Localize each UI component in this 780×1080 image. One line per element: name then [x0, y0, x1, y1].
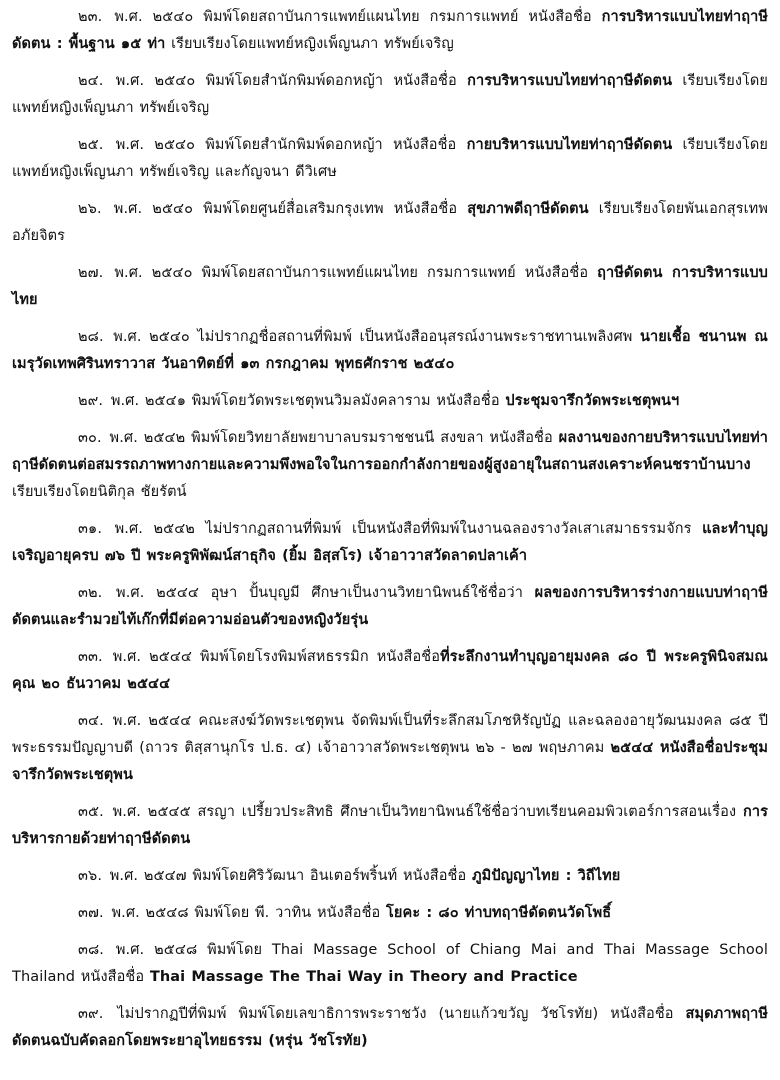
bibliography-entry	[12, 644, 768, 698]
entry-text: พ.ศ. ๒๕๔๘ พิมพ์โดย Thai Massage School of Chiang Mai and Thai Massage School Thailand หนังสือชื่อ	[12, 942, 768, 985]
bibliography-entry	[12, 132, 768, 186]
bibliography-entry	[12, 68, 768, 122]
entry-number: ๓๔.	[78, 713, 104, 729]
entry-title-text: สุขภาพดีฤาษีดัดตน	[467, 201, 589, 217]
entry-title-text: และทำบุญเจริญอายุครบ ๗๖ ปี พระครูพิพัฒน์สาธุกิจ (ยิ้ม อิสฺสโร) เจ้าอาวาสวัดลาดปลาเค้า	[12, 521, 768, 564]
entry-number: ๒๗.	[78, 265, 104, 281]
entry-text: พ.ศ. ๒๕๔๐ พิมพ์โดยสำนักพิมพ์ดอกหญ้า หนังสือชื่อ	[115, 73, 468, 89]
entry-number: ๓๑.	[78, 521, 103, 537]
bibliography-entry	[12, 708, 768, 789]
bibliography-entry	[12, 4, 768, 58]
entry-title-text: นายเชื้อ ชนานพ ณ เมรุวัดเทพศิรินทราวาส วันอาทิตย์ที่ ๑๓ กรกฎาคม พุทธศักราช ๒๕๔๐	[12, 329, 768, 372]
entry-title-text: ประชุมจารึกวัดพระเชตุพนฯ	[505, 393, 680, 409]
entry-text: พ.ศ. ๒๕๔๒ พิมพ์โดยวิทยาลัยพยาบาลบรมราชชนนี สงขลา หนังสือชื่อ	[109, 430, 559, 446]
entry-number: ๒๓.	[78, 9, 103, 25]
entry-title-text: ที่ระลึกงานทำบุญอายุมงคล ๘๐ ปี พระครูพินิจสมณคุณ ๒๐ ธันวาคม ๒๕๔๔	[12, 649, 768, 692]
bibliography-entry	[12, 388, 768, 415]
bibliography-entry	[12, 260, 768, 314]
entry-title-text: ๒๕๔๔ หนังสือชื่อประชุมจารึกวัดพระเชตุพน	[12, 740, 768, 783]
entry-title-text: การบริหารแบบไทยท่าฤาษีดัดตน	[467, 73, 673, 89]
entry-text: พ.ศ. ๒๕๔๔ อุษา ปั้นบุญมี ศึกษาเป็นงานวิทยานิพนธ์ใช้ชื่อว่า	[116, 585, 535, 601]
entry-title-text: โยคะ : ๘๐ ท่าบทฤาษีดัดตนวัดโพธิ์	[386, 905, 612, 921]
entry-number: ๓๘.	[78, 942, 105, 958]
entry-text: พ.ศ. ๒๕๔๑ พิมพ์โดยวัดพระเชตุพนวิมลมังคลาราม หนังสือชื่อ	[110, 393, 506, 409]
bibliography-entry	[12, 516, 768, 570]
entry-title-text: การบริหารกายด้วยท่าฤาษีดัดตน	[12, 804, 768, 847]
entry-text: พ.ศ. ๒๕๔๔ คณะสงฆ์วัดพระเชตุพน จัดพิมพ์เป็นที่ระลึกสมโภชหิรัญบัฏ และฉลองอายุวัฒนมงคล ๘๕ ปี พระธรรมปัญญาบดี (ถาวร ติสฺสานุกโร ป.ธ. ๔) เจ้าอาวาสวัดพระเชตุพน ๒๖ - ๒๗ พฤษภาคม	[12, 713, 768, 756]
entry-text: เรียบเรียงโดยพันเอกสุรเทพ อภัยจิตร	[12, 201, 768, 244]
entry-text: พ.ศ. ๒๕๔๔ พิมพ์โดยโรงพิมพ์สหธรรมิก หนังสือชื่อ	[112, 649, 441, 665]
bibliography-entry	[12, 324, 768, 378]
bibliography-entry	[12, 425, 768, 506]
entry-number: ๓๖.	[78, 868, 103, 884]
entry-title-text: Thai Massage The Thai Way in Theory and Practice	[149, 969, 578, 985]
entry-number: ๒๘.	[78, 329, 104, 345]
entry-text: พ.ศ. ๒๕๔๘ พิมพ์โดย พี. วาทิน หนังสือชื่อ	[111, 905, 387, 921]
entry-number: ๓๕.	[78, 804, 104, 820]
entry-number: ๒๖.	[78, 201, 102, 217]
entry-text: พ.ศ. ๒๕๔๐ พิมพ์โดยศูนย์สื่อเสริมกรุงเทพ หนังสือชื่อ	[113, 201, 468, 217]
entry-text: ไม่ปรากฏปีที่พิมพ์ พิมพ์โดยเลขาธิการพระราชวัง (นายแก้วขวัญ วัชโรทัย) หนังสือชื่อ	[117, 1006, 686, 1022]
entry-number: ๓๒.	[78, 585, 103, 601]
entry-number: ๒๔.	[78, 73, 104, 89]
entry-text: เรียบเรียงโดยนิติกุล ชัยรัตน์	[12, 484, 187, 500]
bibliography-entry	[12, 1001, 768, 1055]
entry-text: พ.ศ. ๒๕๔๒ ไม่ปรากฏสถานที่พิมพ์ เป็นหนังสือที่พิมพ์ในงานฉลองรางวัลเสาเสมาธรรมจักร	[114, 521, 703, 537]
entry-text: พ.ศ. ๒๕๔๐ พิมพ์โดยสำนักพิมพ์ดอกหญ้า หนังสือชื่อ	[115, 137, 467, 153]
bibliography-entry	[12, 900, 768, 927]
bibliography-entry	[12, 799, 768, 853]
entry-number: ๓๐.	[78, 430, 102, 446]
bibliography-entry	[12, 580, 768, 634]
entry-title-text: กายบริหารแบบไทยท่าฤาษีดัดตน	[466, 137, 673, 153]
entry-text: เรียบเรียงโดยแพทย์หญิงเพ็ญนภา ทรัพย์เจริญ	[165, 36, 454, 52]
entry-number: ๓๗.	[78, 905, 104, 921]
bibliography-entry	[12, 863, 768, 890]
entry-title-text: การบริหารแบบไทยท่าฤาษีดัดตน : พื้นฐาน ๑๕ ท่า	[12, 9, 768, 52]
entry-text: พ.ศ. ๒๕๔๐ พิมพ์โดยสถาบันการแพทย์แผนไทย กรมการแพทย์ หนังสือชื่อ	[114, 265, 598, 281]
bibliography-list	[12, 4, 768, 1055]
bibliography-entry	[12, 937, 768, 991]
entry-title-text: ผลงานของกายบริหารแบบไทยท่าฤาษีดัดตนต่อสมรรถภาพทางกายและความพึงพอใจในการออกกำลังกายของผู้สูงอายุในสถานสงเคราะห์คนชราบ้านบาง	[12, 430, 768, 473]
entry-text: พ.ศ. ๒๕๔๐ ไม่ปรากฏชื่อสถานที่พิมพ์ เป็นหนังสืออนุสรณ์งานพระราชทานเพลิงศพ	[113, 329, 640, 345]
entry-text: เรียบเรียงโดยแพทย์หญิงเพ็ญนภา ทรัพย์เจริญ	[12, 73, 768, 116]
bibliography-entry	[12, 196, 768, 250]
entry-number: ๒๙.	[78, 393, 104, 409]
entry-text: พ.ศ. ๒๕๔๕ สรญา เปรี้ยวประสิทธิ ศึกษาเป็นวิทยานิพนธ์ใช้ชื่อว่าบทเรียนคอมพิวเตอร์การสอนเรื่อง	[112, 804, 743, 820]
entry-text: เรียบเรียงโดยแพทย์หญิงเพ็ญนภา ทรัพย์เจริญ และกัญจนา ดีวิเศษ	[12, 137, 769, 180]
entry-number: ๒๕.	[78, 137, 104, 153]
entry-title-text: ผลของการบริหารร่างกายแบบท่าฤาษีดัดตนและรำมวยไท้เก๊กที่มีต่อความอ่อนตัวของหญิงวัยรุ่น	[12, 585, 768, 628]
entry-title-text: ภูมิปัญญาไทย : วิถีไทย	[472, 868, 621, 884]
entry-number: ๓๙.	[78, 1006, 104, 1022]
entry-title-text: สมุดภาพฤาษีดัดตนฉบับคัดลอกโดยพระยาอุไทยธรรม (หรุ่น วัชโรทัย)	[12, 1006, 768, 1049]
entry-number: ๓๓.	[78, 649, 103, 665]
entry-text: พ.ศ. ๒๕๔๐ พิมพ์โดยสถาบันการแพทย์แผนไทย กรมการแพทย์ หนังสือชื่อ	[114, 9, 602, 25]
entry-title-text: ฤาษีดัดตน การบริหารแบบไทย	[12, 265, 768, 308]
entry-text: พ.ศ. ๒๕๔๗ พิมพ์โดยศิริวัฒนา อินเตอร์พริ้นท์ หนังสือชื่อ	[109, 868, 473, 884]
